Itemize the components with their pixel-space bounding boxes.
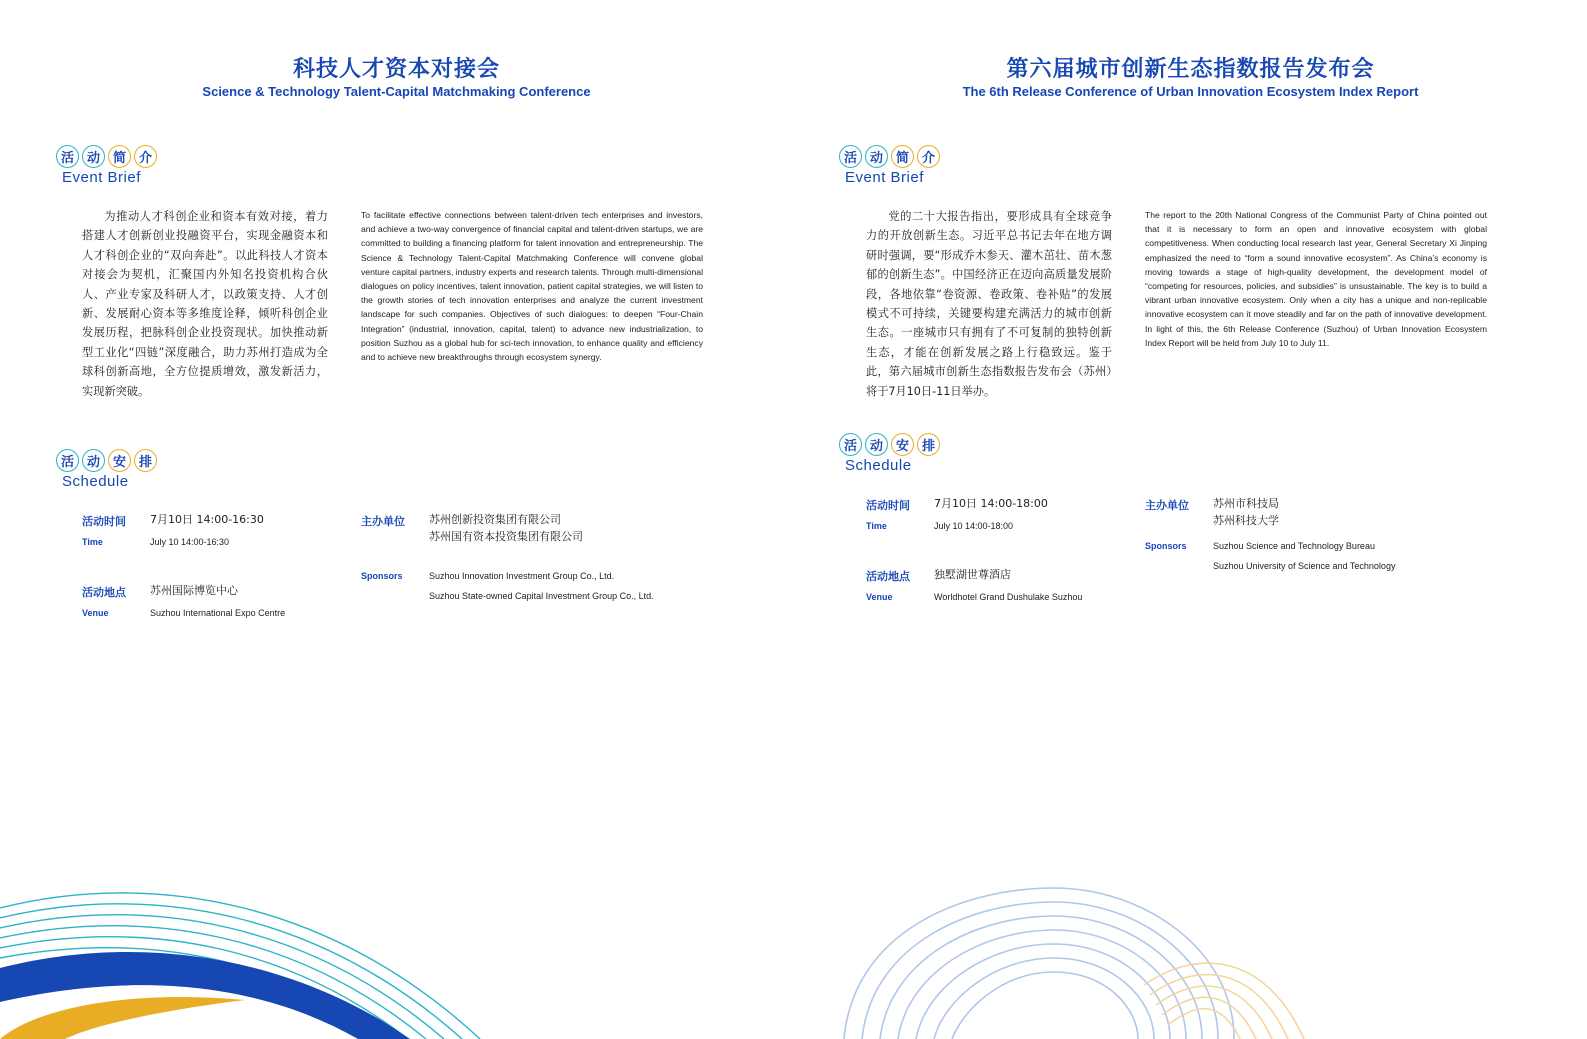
heading-char: 简 <box>891 145 914 168</box>
time-label-en: Time <box>866 521 887 531</box>
brief-text-en: To facilitate effective connections between talent-driven tech enterprises and investors, and achieve a two-way convergence of financial capital and talent-driven startups, we are committed to building a financing platform for talent innovation and entrepreneurship. The Science & Technology Talent-Capital Matchmaking Conference will convene global venture capital partners, industry experts and research talents. Through multi-dimensional dialogues on policy incentives, talent innovation, patient capital strategies, we will listen to the growth stories of tech innovation enterprises and analyze the current investment landscape for such companies. Objectives of such dialogues: to deepen “Four-Chain Integration” (industrial, innovation, capital, talent) to advance new industrialization, to position Suzhou as a global hub for sci-tech innovation, to enhance quality and efficiency and to achieve new breakthroughs through ecosystem synergy. <box>361 210 703 363</box>
venue-label-cn: 活动地点 <box>82 586 126 599</box>
sponsor-value-cn: 苏州创新投资集团有限公司 <box>429 513 561 526</box>
brief-text-cn: 为推动人才科创企业和资本有效对接，着力搭建人才创新创业投融资平台，实现金融资本和人才科创企业的“双向奔赴”。以此科技人才资本对接会为契机，汇聚国内外知名投资机构合伙人、产业专家及科研人才，以政策支持、人才创新、发展耐心资本等多维度诠释，倾听科创企业发展历程，把脉科创企业投资现状。加快推动新型工业化“四链”深度融合，助力苏州打造成为全球科创新高地，全方位提质增效，激发新活力，实现新突破。 <box>82 210 328 398</box>
heading-char: 动 <box>865 145 888 168</box>
heading-char: 排 <box>917 433 940 456</box>
venue-label-en: Venue <box>82 608 109 618</box>
heading-char: 排 <box>134 449 157 472</box>
event-brief-heading <box>839 145 940 186</box>
sponsor-label-cn: 主办单位 <box>361 515 405 528</box>
section-title-en: Schedule <box>62 473 129 490</box>
time-label-cn: 活动时间 <box>82 515 126 528</box>
sponsor-label-en: Sponsors <box>361 571 403 581</box>
section-title-en: Event Brief <box>845 169 924 186</box>
venue-value-cn: 苏州国际博览中心 <box>150 584 238 597</box>
sponsor-label-en: Sponsors <box>1145 541 1187 551</box>
heading-char: 动 <box>865 433 888 456</box>
brief-text-en: The report to the 20th National Congress of the Communist Party of China pointed out that it is necessary to form an open and innovative ecosystem with global competitiveness. When conducting local research last year, General Secretary Xi Jinping emphasized the need to “form a sound innovative ecosystem”. As China’s economy is moving towards a stage of high-quality development, the development model of “competing for resources, policies, and subsidies” is unsustainable. The key is to build a vibrant urban innovative ecosystem. Only when a city has a unique and non-replicable innovative ecosystem can it move steadily and far on the path of innovative development. In light of this, the 6th Release Conference (Suzhou) of Urban Innovation Ecosystem Index Report will be held from July 10 to July 11. <box>1145 210 1487 348</box>
heading-char: 简 <box>108 145 131 168</box>
page-subtitle: The 6th Release Conference of Urban Innovation Ecosystem Index Report <box>962 84 1419 99</box>
heading-char: 介 <box>134 145 157 168</box>
time-value-cn: 7月10日 14:00-16:30 <box>150 513 264 526</box>
sponsor-value-cn: 苏州国有资本投资集团有限公司 <box>429 530 583 543</box>
heading-char: 活 <box>839 145 862 168</box>
venue-label-en: Venue <box>866 592 893 602</box>
time-value-en: July 10 14:00-16:30 <box>150 537 230 547</box>
heading-char: 介 <box>917 145 940 168</box>
heading-char: 动 <box>82 145 105 168</box>
page-title: 科技人才资本对接会 <box>292 57 500 82</box>
time-label-en: Time <box>82 537 103 547</box>
venue-value-cn: 独墅湖世尊酒店 <box>934 568 1011 581</box>
section-title-en: Event Brief <box>62 169 141 186</box>
event-brief-heading <box>56 145 157 186</box>
sponsor-label-cn: 主办单位 <box>1145 499 1189 512</box>
brief-text-cn: 党的二十大报告指出，要形成具有全球竞争力的开放创新生态。习近平总书记去年在地方调研时强调，要“形成乔木参天、灌木茁壮、苗木葱郁的创新生态”。中国经济正在迈向高质量发展阶段，各地依靠“卷资源、卷政策、卷补贴”的发展模式不可持续，关键要构建充满活力的城市创新生态。一座城市只有拥有了不可复制的独特创新生态，才能在创新发展之路上行稳致远。鉴于此，第六届城市创新生态指数报告发布会（苏州）将于7月10日-11日举办。 <box>866 210 1112 398</box>
heading-char: 活 <box>56 145 79 168</box>
heading-char: 安 <box>891 433 914 456</box>
time-value-en: July 10 14:00-18:00 <box>934 521 1014 531</box>
schedule-heading <box>56 449 157 490</box>
schedule-heading <box>839 433 940 474</box>
left-page <box>0 0 793 1039</box>
venue-label-cn: 活动地点 <box>866 570 910 583</box>
sponsor-value-cn: 苏州科技大学 <box>1213 514 1279 527</box>
heading-char: 活 <box>839 433 862 456</box>
page-title: 第六届城市创新生态指数报告发布会 <box>1006 57 1375 82</box>
page-subtitle: Science & Technology Talent-Capital Matchmaking Conference <box>202 84 591 99</box>
sponsor-value-en: Suzhou State-owned Capital Investment Group Co., Ltd. <box>429 591 654 601</box>
venue-value-en: Suzhou International Expo Centre <box>150 608 286 618</box>
heading-char: 安 <box>108 449 131 472</box>
sponsor-value-en: Suzhou University of Science and Technology <box>1213 561 1396 571</box>
venue-value-en: Worldhotel Grand Dushulake Suzhou <box>934 592 1083 602</box>
sponsor-value-en: Suzhou Science and Technology Bureau <box>1213 541 1375 551</box>
heading-char: 活 <box>56 449 79 472</box>
right-page <box>794 0 1587 1039</box>
time-label-cn: 活动时间 <box>866 499 910 512</box>
sponsor-value-en: Suzhou Innovation Investment Group Co., Ltd. <box>429 571 615 581</box>
heading-char: 动 <box>82 449 105 472</box>
sponsor-value-cn: 苏州市科技局 <box>1213 497 1279 510</box>
section-title-en: Schedule <box>845 457 912 474</box>
time-value-cn: 7月10日 14:00-18:00 <box>934 497 1048 510</box>
